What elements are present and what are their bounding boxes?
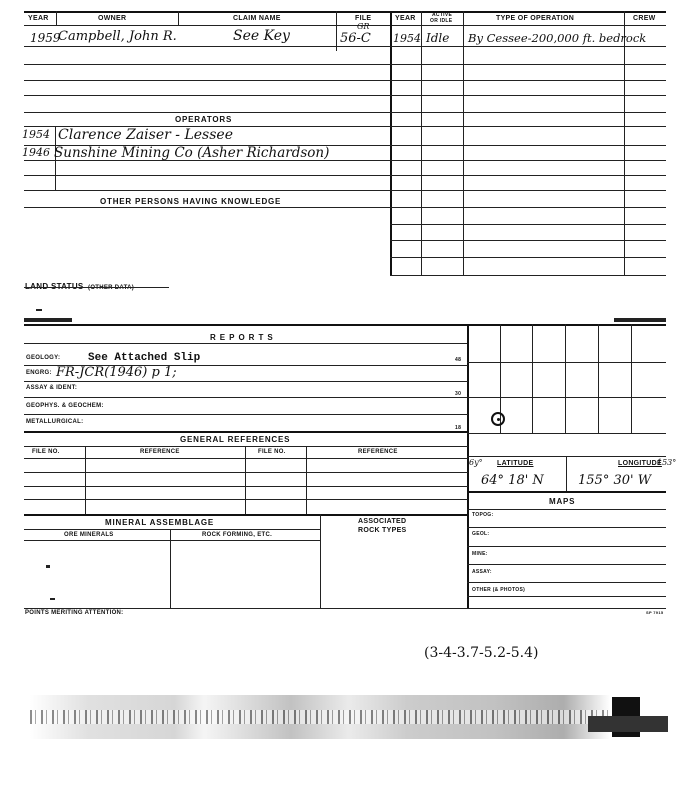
scan-smudge — [50, 598, 55, 600]
row-line — [390, 175, 666, 176]
num-18: 18 — [455, 425, 462, 431]
points-meriting-attention: POINTS MERITING ATTENTION: — [25, 610, 124, 616]
maps-line — [467, 546, 666, 547]
owner-entry-year: 1959 — [30, 31, 61, 45]
scan-smudge — [24, 318, 72, 322]
longitude-value: 155° 30' W — [578, 473, 652, 488]
header-active: ACTIVE — [432, 12, 453, 18]
gr-line — [24, 486, 468, 487]
longitude-note: 153° — [657, 458, 677, 467]
engrg-label: ENGRG: — [26, 370, 52, 376]
ma-line — [24, 529, 320, 530]
maps-mine: MINE: — [472, 551, 488, 557]
grid-col — [598, 324, 599, 434]
gr-col-file-no-2: FILE NO. — [258, 449, 286, 455]
bottom-line — [24, 608, 666, 609]
form-number: SP 7915 — [646, 610, 664, 615]
col-divider — [421, 11, 422, 275]
gr-header-line — [24, 446, 468, 447]
gr-col-reference-1: REFERENCE — [140, 449, 180, 455]
handwritten-code: (3-4-3.7-5.2-5.4) — [424, 645, 539, 661]
row-line — [24, 95, 390, 96]
geology-label: GEOLOGY: — [26, 355, 61, 361]
row-line — [390, 126, 666, 127]
row-line — [24, 175, 390, 176]
row-line — [390, 275, 666, 276]
grid-col — [532, 324, 533, 434]
header-divider — [24, 25, 666, 26]
maps-line — [467, 582, 666, 583]
latitude-value: 64° 18' N — [481, 473, 544, 488]
operator-year-1: 1954 — [22, 128, 50, 141]
reports-title: REPORTS — [210, 333, 277, 342]
owner-entry-claim: See Key — [233, 28, 290, 44]
row-line — [24, 64, 390, 65]
operation-entry-year: 1954 — [393, 32, 421, 45]
grid-row — [467, 433, 666, 434]
row-line — [24, 190, 390, 191]
mineral-assemblage-title: MINERAL ASSEMBLAGE — [105, 518, 215, 527]
num-48: 48 — [455, 357, 462, 363]
col-divider — [336, 11, 337, 51]
row-line — [390, 207, 666, 208]
gr-line — [24, 499, 468, 500]
coord-prefix: 6y° — [469, 458, 483, 467]
metallurgical-label: METALLURGICAL: — [26, 419, 84, 425]
gr-col-divider — [306, 446, 307, 514]
scan-smudge — [36, 309, 42, 311]
gr-col-file-no-1: FILE NO. — [32, 449, 60, 455]
reports-header-line — [24, 343, 468, 344]
maps-assay: ASSAY: — [472, 569, 492, 575]
row-line — [24, 207, 390, 208]
maps-line — [467, 527, 666, 528]
location-dot-marker — [497, 418, 500, 421]
operation-entry-type: By Cessee-200,000 ft. bedrock — [468, 31, 647, 45]
other-persons-title: OTHER PERSONS HAVING KNOWLEDGE — [100, 197, 282, 206]
grid-col — [631, 324, 632, 434]
ma-divider — [320, 514, 321, 608]
gr-line — [24, 472, 468, 473]
maps-other: OTHER (& PHOTOS) — [472, 587, 526, 593]
latitude-label: LATITUDE — [497, 460, 534, 467]
geophys-label: GEOPHYS. & GEOCHEM: — [26, 403, 104, 409]
operators-title: OPERATORS — [175, 115, 233, 124]
row-line — [24, 46, 390, 47]
gr-bottom-line — [24, 514, 468, 516]
header-owner: OWNER — [98, 15, 127, 22]
row-line — [390, 257, 666, 258]
scan-smudge — [614, 318, 666, 322]
ma-line — [24, 540, 320, 541]
coord-divider — [566, 456, 567, 491]
col-divider — [56, 11, 57, 25]
gr-col-reference-2: REFERENCE — [358, 449, 398, 455]
operator-name-2: Sunshine Mining Co (Asher Richardson) — [54, 145, 330, 161]
grid-row — [467, 397, 666, 398]
header-year-2: YEAR — [395, 15, 416, 22]
row-line — [390, 160, 666, 161]
ma-divider — [170, 529, 171, 608]
scan-smudge — [46, 565, 50, 568]
report-line — [24, 414, 468, 415]
ore-minerals-label: ORE MINERALS — [64, 532, 114, 538]
grid-col — [565, 324, 566, 434]
row-line — [390, 64, 666, 65]
header-file: FILE — [355, 15, 372, 22]
owner-entry-file-top: GR — [357, 22, 370, 31]
report-line — [24, 397, 468, 398]
header-idle: OR IDLE — [430, 18, 453, 24]
maps-top-line — [467, 491, 666, 493]
col-divider — [178, 11, 179, 25]
associated-label-1: ASSOCIATED — [358, 518, 407, 525]
num-30: 30 — [455, 391, 462, 397]
maps-title: MAPS — [549, 497, 576, 506]
gr-col-divider — [245, 446, 246, 514]
engrg-value: FR-JCR(1946) p 1; — [56, 365, 177, 380]
row-line — [390, 46, 666, 47]
land-status-underline — [24, 287, 169, 288]
operator-name-1: Clarence Zaiser - Lessee — [58, 127, 233, 143]
maps-line — [467, 596, 666, 597]
scan-dark-block — [588, 716, 668, 732]
land-status — [25, 276, 134, 294]
report-line — [24, 381, 468, 382]
gr-line — [24, 458, 468, 459]
header-year: YEAR — [28, 15, 49, 22]
col-divider — [624, 11, 625, 275]
row-line — [390, 80, 666, 81]
owner-entry-name: Campbell, John R. — [58, 29, 177, 44]
row-line — [390, 95, 666, 96]
owner-entry-file: 56-C — [340, 31, 371, 46]
land-status-sub: (OTHER DATA) — [88, 285, 135, 291]
row-line — [24, 112, 390, 113]
reports-top-border — [24, 324, 666, 326]
longitude-label: LONGITUDE — [618, 460, 662, 467]
col-divider — [463, 11, 464, 275]
header-claim-name: CLAIM NAME — [233, 15, 281, 22]
rock-forming-label: ROCK FORMING, ETC. — [202, 532, 273, 538]
scan-noise-texture — [30, 710, 610, 724]
maps-line — [467, 564, 666, 565]
general-references-title: GENERAL REFERENCES — [180, 435, 291, 444]
row-line — [390, 240, 666, 241]
top-border — [24, 11, 666, 13]
maps-geol: GEOL: — [472, 531, 490, 537]
header-crew: CREW — [633, 15, 656, 22]
grid-row — [467, 362, 666, 363]
maps-topog: TOPOG: — [472, 512, 494, 518]
operation-entry-status: Idle — [426, 31, 450, 45]
row-line — [390, 224, 666, 225]
assay-ident-label: ASSAY & IDENT: — [26, 385, 78, 391]
maps-line — [467, 509, 666, 510]
header-type-of-operation: TYPE OF OPERATION — [496, 15, 575, 22]
row-line — [24, 80, 390, 81]
geology-value: See Attached Slip — [88, 352, 201, 364]
gr-col-divider — [85, 446, 86, 514]
row-line — [390, 112, 666, 113]
row-line — [390, 145, 666, 146]
operator-year-2: 1946 — [22, 146, 50, 159]
report-line — [24, 431, 468, 433]
associated-label-2: ROCK TYPES — [358, 527, 407, 534]
main-divider — [390, 11, 392, 275]
row-line — [390, 190, 666, 191]
land-status-label: LAND STATUS — [25, 282, 84, 291]
